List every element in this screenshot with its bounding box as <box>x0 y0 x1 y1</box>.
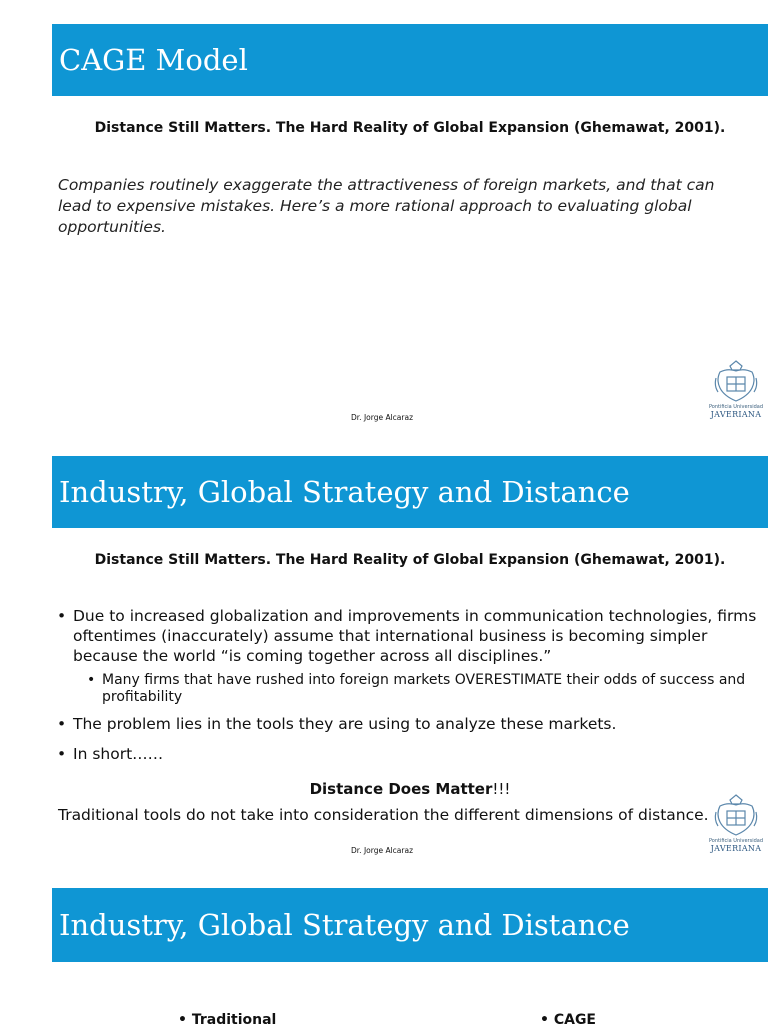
conclusion-line: Traditional tools do not take into consideration the different dimensions of distance. <box>58 806 709 824</box>
list-item: • The problem lies in the tools they are using to analyze these markets. <box>57 714 757 734</box>
column-traditional: • Traditional <box>178 1012 277 1028</box>
emphasis-bold: Distance Does Matter <box>309 780 493 798</box>
logo-line-2: JAVERIANA <box>710 844 762 853</box>
slide-footer: Dr. Jorge Alcaraz <box>351 413 413 422</box>
slide-3 <box>52 888 768 1028</box>
slide-title: CAGE Model <box>52 24 768 96</box>
crest-icon <box>712 358 760 404</box>
list-item: • Due to increased globalization and improvements in communication technologies, firms oftentimes (inaccurately) assume that international business is becoming simpler because the world “is coming together across all disciplines.” <box>57 606 757 666</box>
slide-footer: Dr. Jorge Alcaraz <box>351 846 413 855</box>
emphasis-tail: !!! <box>492 780 511 798</box>
slide-quote: Companies routinely exaggerate the attractiveness of foreign markets, and that can lead to expensive mistakes. Here’s a more rational approach to evaluating global opportunities. <box>58 176 715 236</box>
column-cage: • CAGE <box>540 1012 596 1028</box>
bullet-list <box>57 606 757 774</box>
slide-title: Industry, Global Strategy and Distance <box>52 888 768 962</box>
javeriana-logo <box>708 792 764 862</box>
javeriana-logo <box>708 358 764 428</box>
list-item: • In short…… <box>57 744 757 764</box>
slide-1 <box>52 24 768 440</box>
slide-title: Industry, Global Strategy and Distance <box>52 456 768 528</box>
crest-icon <box>712 792 760 838</box>
slide-subtitle: Distance Still Matters. The Hard Reality of Global Expansion (Ghemawat, 2001). <box>94 552 726 568</box>
logo-line-1: Pontificia Universidad <box>708 838 764 844</box>
logo-line-2: JAVERIANA <box>710 410 762 419</box>
slide-2 <box>52 456 768 872</box>
emphasis-line <box>52 780 768 798</box>
logo-line-1: Pontificia Universidad <box>708 404 764 410</box>
list-item-sub: • Many firms that have rushed into foreign markets OVERESTIMATE their odds of success and profitability <box>57 672 757 706</box>
slide-subtitle: Distance Still Matters. The Hard Reality of Global Expansion (Ghemawat, 2001). <box>94 120 726 136</box>
